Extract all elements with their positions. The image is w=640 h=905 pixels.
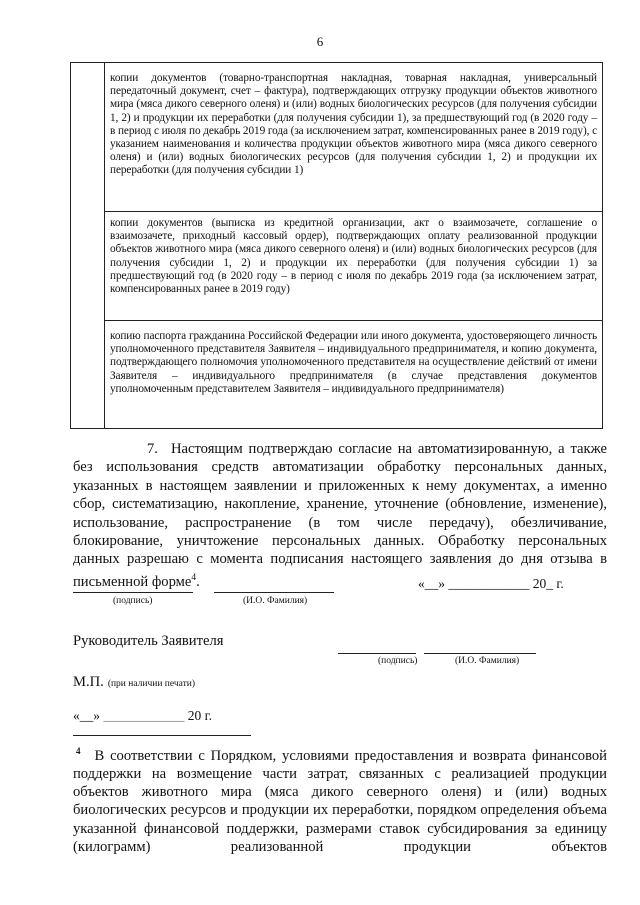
date-year-suffix: г. bbox=[556, 576, 564, 591]
footnote bbox=[73, 742, 607, 856]
footnote-separator bbox=[73, 735, 251, 736]
date-year-prefix: 20 bbox=[532, 576, 547, 591]
page-number: 6 bbox=[316, 34, 324, 49]
table-right-border bbox=[602, 62, 603, 429]
table-cell-payment-documents: копии документов (выписка из кредитной организации, акт о взаимозачете, соглашение о взаимозачете, приходный кассовый ордер), подтверждающих оплату реализованной продукции объектов животного мира (мяса дикого северного оленя) и (или) водных биологических ресурсов (для получения субсидии 1, 2) и продукции их переработки (для получения субсидии 1) за предшествующий год (в 2020 году – в период с июля по декабрь 2019 года (за исключением затрат, компенсированных ранее в 2019 году) bbox=[110, 217, 597, 296]
date-year-blank: _ bbox=[546, 576, 553, 591]
head-signature-label: (подпись) bbox=[378, 656, 418, 666]
stamp-block bbox=[73, 673, 195, 691]
consent-number: 7. bbox=[147, 441, 158, 457]
head-signature-line bbox=[338, 653, 416, 654]
date-field bbox=[418, 576, 564, 592]
stamp-label: М.П. bbox=[73, 674, 104, 690]
footnote-text: В соответствии с Порядком, условиями предоставления и возврата финансовой поддержки на возмещение части затрат, связанных с реализацией продукции объектов животного мира (мяса дикого северного оленя) и (или) водных биологических ресурсов и продукции их переработки, порядком определения объема указанной финансовой поддержки, размерами ставок субсидирования за единицу (килограмм) реализованной продукции объектов bbox=[73, 747, 607, 855]
consent-footnote-ref: 4 bbox=[191, 572, 197, 583]
second-date-field bbox=[73, 708, 212, 724]
table-top-border bbox=[70, 62, 603, 63]
name-label: (И.О. Фамилия) bbox=[243, 596, 308, 606]
signature-label: (подпись) bbox=[113, 596, 153, 606]
name-line bbox=[214, 592, 334, 593]
table-bottom-border bbox=[70, 428, 603, 429]
date-day: «__» bbox=[418, 576, 445, 591]
head-name-line bbox=[424, 653, 536, 654]
table-divider-border bbox=[104, 62, 105, 429]
footnote-marker: 4 bbox=[76, 746, 81, 756]
consent-period: . bbox=[196, 573, 200, 590]
table-left-border bbox=[70, 62, 71, 429]
table-cell-passport-copy: копию паспорта гражданина Российской Федерации или иного документа, удостоверяющего личность уполномоченного представителя Заявителя – индивидуального предпринимателя, и копию документа, подтверждающего полномочия уполномоченного представителя на осуществление действий от имени Заявителя – индивидуального предпринимателя (в случае представления документов уполномоченным представителем Заявителя – индивидуального предпринимателя) bbox=[110, 330, 597, 395]
date-month-blank: ____________ bbox=[448, 576, 530, 591]
stamp-note: (при наличии печати) bbox=[107, 679, 196, 689]
head-name-label: (И.О. Фамилия) bbox=[455, 656, 520, 666]
consent-paragraph bbox=[73, 440, 607, 591]
signature-line bbox=[73, 592, 193, 593]
table-row-separator bbox=[104, 211, 603, 212]
head-title: Руководитель Заявителя bbox=[73, 633, 224, 649]
second-date-year-suffix: г. bbox=[204, 708, 213, 723]
consent-text: Настоящим подтверждаю согласие на автоматизированную, а также без использования средств автоматизации обработку персональных данных, указанных в настоящем заявлении и приложенных к нему документах, а именно сбор, систематизацию, накопление, хранение, уточнение (обновление, изменение), использование, распространение (в том числе передачу), обезличивание, блокирование, уничтожение персональных данных. Обработку персональных данных разрешаю с момента подписания настоящего заявления до дня отзыва в письменной форме bbox=[73, 441, 607, 590]
table-cell-shipping-documents: копии документов (товарно-транспортная накладная, товарная накладная, универсальный передаточный документ, счет – фактура), подтверждающих отгрузку продукции объектов животного мира (мяса дикого северного оленя) и (или) водных биологических ресурсов (для получения субсидии 1, 2) и продукции их переработки (для получения субсидии 1), за предшествующий год (в 2020 году – в период с июля по декабрь 2019 года (за исключением затрат, компенсированных ранее в 2019 году), с указанием наименования и количества продукции объектов животного мира (мяса дикого северного оленя) и (или) водных биологических ресурсов (для получения субсидии 1, 2) и продукции их переработки (для получения субсидии 1) bbox=[110, 72, 597, 177]
table-row-separator bbox=[104, 320, 603, 321]
second-date-day: «__» bbox=[73, 708, 100, 723]
second-date-blank: ____________ bbox=[103, 708, 185, 723]
second-date-year-prefix: 20 bbox=[187, 708, 202, 723]
